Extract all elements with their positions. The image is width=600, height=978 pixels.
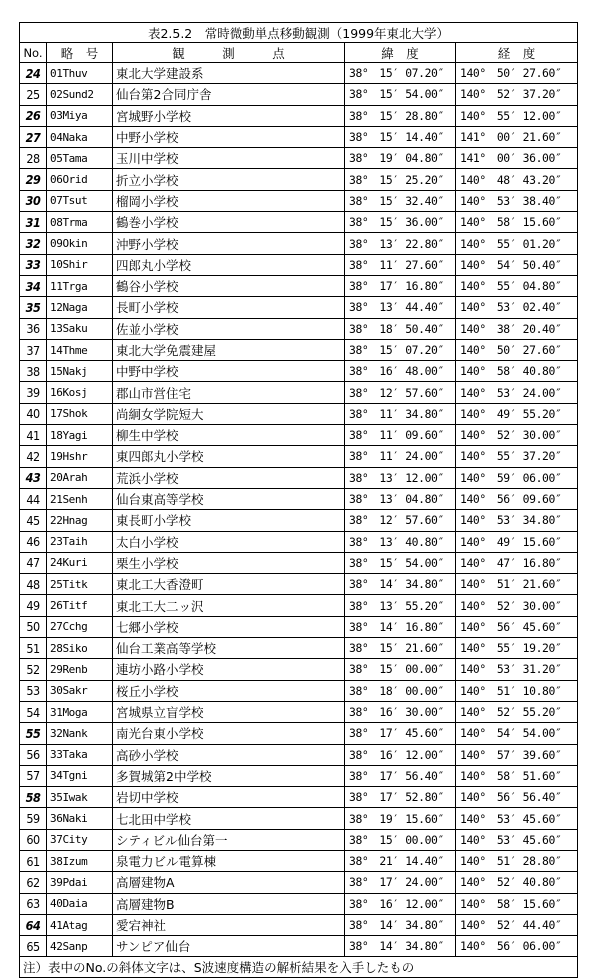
row-name: 七北田中学校: [113, 808, 345, 829]
row-no: 55: [20, 723, 47, 744]
row-no: 36: [20, 318, 47, 339]
row-name: 柳生中学校: [113, 425, 345, 446]
row-name: 鶴谷小学校: [113, 275, 345, 296]
row-no: 48: [20, 574, 47, 595]
row-latitude: 38° 15′ 07.20″: [345, 63, 456, 84]
row-name: 郡山市営住宅: [113, 382, 345, 403]
row-no: 39: [20, 382, 47, 403]
row-name: 高層建物A: [113, 872, 345, 893]
row-latitude: 38° 12′ 57.60″: [345, 382, 456, 403]
row-longitude: 141° 00′ 21.60″: [456, 126, 578, 147]
row-latitude: 38° 13′ 04.80″: [345, 488, 456, 509]
row-longitude: 140° 49′ 15.60″: [456, 531, 578, 552]
table-row: [20, 765, 578, 786]
row-no: 43: [20, 467, 47, 488]
row-code: 41Atag: [47, 914, 113, 935]
row-code: 09Okin: [47, 233, 113, 254]
table-row: [20, 701, 578, 722]
row-no: 62: [20, 872, 47, 893]
row-no: 40: [20, 403, 47, 424]
table-row: [20, 893, 578, 914]
row-no: 65: [20, 936, 47, 957]
row-code: 04Naka: [47, 126, 113, 147]
row-longitude: 140° 54′ 50.40″: [456, 254, 578, 275]
row-code: 18Yagi: [47, 425, 113, 446]
row-code: 40Daia: [47, 893, 113, 914]
row-latitude: 38° 15′ 28.80″: [345, 105, 456, 126]
table-row: [20, 105, 578, 126]
row-code: 17Shok: [47, 403, 113, 424]
table-row: [20, 808, 578, 829]
header-no: No.: [20, 43, 47, 63]
table-row: [20, 361, 578, 382]
row-name: 七郷小学校: [113, 616, 345, 637]
row-no: 52: [20, 659, 47, 680]
row-no: 42: [20, 446, 47, 467]
row-name: 桜丘小学校: [113, 680, 345, 701]
row-longitude: 140° 55′ 04.80″: [456, 275, 578, 296]
row-no: 53: [20, 680, 47, 701]
row-no: 33: [20, 254, 47, 275]
row-code: 22Hnag: [47, 510, 113, 531]
table-row: [20, 425, 578, 446]
row-name: 太白小学校: [113, 531, 345, 552]
row-name: 仙台東高等学校: [113, 488, 345, 509]
header-lon: 経 度: [456, 43, 578, 63]
row-code: 01Thuv: [47, 63, 113, 84]
row-no: 32: [20, 233, 47, 254]
table-row: [20, 850, 578, 871]
row-no: 63: [20, 893, 47, 914]
row-code: 39Pdai: [47, 872, 113, 893]
row-no: 44: [20, 488, 47, 509]
row-no: 58: [20, 787, 47, 808]
row-longitude: 140° 53′ 38.40″: [456, 190, 578, 211]
row-code: 29Renb: [47, 659, 113, 680]
table-note: 注）表中のNo.の斜体文字は、S波速度構造の解析結果を入手したもの: [20, 957, 578, 978]
header-row: [20, 43, 578, 63]
table-row: [20, 829, 578, 850]
row-longitude: 140° 52′ 40.80″: [456, 872, 578, 893]
table-row: [20, 212, 578, 233]
row-latitude: 38° 16′ 30.00″: [345, 701, 456, 722]
row-code: 37City: [47, 829, 113, 850]
table-row: [20, 382, 578, 403]
row-code: 26Titf: [47, 595, 113, 616]
row-name: 栗生小学校: [113, 552, 345, 573]
row-longitude: 140° 53′ 02.40″: [456, 297, 578, 318]
row-longitude: 140° 51′ 28.80″: [456, 850, 578, 871]
row-latitude: 38° 15′ 14.40″: [345, 126, 456, 147]
row-code: 38Izum: [47, 850, 113, 871]
header-code: 略 号: [47, 43, 113, 63]
row-name: 中野小学校: [113, 126, 345, 147]
row-latitude: 38° 13′ 22.80″: [345, 233, 456, 254]
table-row: [20, 84, 578, 105]
row-code: 02Sund2: [47, 84, 113, 105]
row-no: 51: [20, 638, 47, 659]
row-latitude: 38° 15′ 25.20″: [345, 169, 456, 190]
row-no: 24: [20, 63, 47, 84]
row-latitude: 38° 14′ 34.80″: [345, 574, 456, 595]
table-row: [20, 872, 578, 893]
row-code: 16Kosj: [47, 382, 113, 403]
row-name: 佐並小学校: [113, 318, 345, 339]
row-latitude: 38° 17′ 56.40″: [345, 765, 456, 786]
row-longitude: 140° 56′ 09.60″: [456, 488, 578, 509]
row-no: 34: [20, 275, 47, 296]
row-code: 32Nank: [47, 723, 113, 744]
row-latitude: 38° 17′ 16.80″: [345, 275, 456, 296]
row-no: 25: [20, 84, 47, 105]
row-code: 12Naga: [47, 297, 113, 318]
row-latitude: 38° 11′ 09.60″: [345, 425, 456, 446]
header-name: 観 測 点: [113, 43, 345, 63]
row-code: 21Senh: [47, 488, 113, 509]
row-code: 13Saku: [47, 318, 113, 339]
row-no: 56: [20, 744, 47, 765]
row-longitude: 140° 56′ 56.40″: [456, 787, 578, 808]
table-row: [20, 936, 578, 957]
row-no: 47: [20, 552, 47, 573]
table-row: [20, 254, 578, 275]
row-name: 東長町小学校: [113, 510, 345, 531]
table-row: [20, 233, 578, 254]
row-code: 28Siko: [47, 638, 113, 659]
row-code: 33Taka: [47, 744, 113, 765]
table-row: [20, 318, 578, 339]
row-name: 長町小学校: [113, 297, 345, 318]
row-longitude: 140° 58′ 15.60″: [456, 212, 578, 233]
observation-table: [19, 22, 578, 978]
row-no: 35: [20, 297, 47, 318]
row-latitude: 38° 17′ 52.80″: [345, 787, 456, 808]
table-row: [20, 446, 578, 467]
table-row: [20, 126, 578, 147]
row-latitude: 38° 17′ 45.60″: [345, 723, 456, 744]
row-name: 折立小学校: [113, 169, 345, 190]
row-latitude: 38° 15′ 32.40″: [345, 190, 456, 211]
row-longitude: 140° 50′ 27.60″: [456, 339, 578, 360]
row-latitude: 38° 18′ 50.40″: [345, 318, 456, 339]
row-no: 29: [20, 169, 47, 190]
row-name: 多賀城第2中学校: [113, 765, 345, 786]
row-longitude: 140° 52′ 37.20″: [456, 84, 578, 105]
table-row: [20, 169, 578, 190]
row-longitude: 140° 53′ 45.60″: [456, 808, 578, 829]
row-longitude: 140° 52′ 30.00″: [456, 425, 578, 446]
row-latitude: 38° 21′ 14.40″: [345, 850, 456, 871]
row-code: 42Sanp: [47, 936, 113, 957]
table-row: [20, 723, 578, 744]
row-name: 東北工大二ッ沢: [113, 595, 345, 616]
row-latitude: 38° 13′ 55.20″: [345, 595, 456, 616]
row-code: 25Titk: [47, 574, 113, 595]
row-latitude: 38° 16′ 12.00″: [345, 893, 456, 914]
row-latitude: 38° 15′ 00.00″: [345, 659, 456, 680]
row-code: 11Trga: [47, 275, 113, 296]
row-latitude: 38° 19′ 15.60″: [345, 808, 456, 829]
table-title: 表2.5.2 常時微動単点移動観測（1999年東北大学）: [20, 23, 578, 43]
table-row: [20, 787, 578, 808]
row-name: 仙台工業高等学校: [113, 638, 345, 659]
row-code: 24Kuri: [47, 552, 113, 573]
observation-table-sheet: [19, 22, 577, 978]
row-name: 高砂小学校: [113, 744, 345, 765]
table-row: [20, 616, 578, 637]
row-latitude: 38° 18′ 00.00″: [345, 680, 456, 701]
row-name: 玉川中学校: [113, 148, 345, 169]
row-longitude: 140° 50′ 27.60″: [456, 63, 578, 84]
row-no: 46: [20, 531, 47, 552]
row-name: 中野中学校: [113, 361, 345, 382]
row-longitude: 140° 51′ 10.80″: [456, 680, 578, 701]
table-row: [20, 531, 578, 552]
row-no: 57: [20, 765, 47, 786]
row-latitude: 38° 15′ 21.60″: [345, 638, 456, 659]
row-longitude: 140° 51′ 21.60″: [456, 574, 578, 595]
row-longitude: 140° 53′ 24.00″: [456, 382, 578, 403]
row-name: 東四郎丸小学校: [113, 446, 345, 467]
row-name: 愛宕神社: [113, 914, 345, 935]
row-no: 30: [20, 190, 47, 211]
row-longitude: 140° 53′ 34.80″: [456, 510, 578, 531]
row-no: 64: [20, 914, 47, 935]
table-row: [20, 297, 578, 318]
row-name: 四郎丸小学校: [113, 254, 345, 275]
row-code: 34Tgni: [47, 765, 113, 786]
row-code: 19Hshr: [47, 446, 113, 467]
row-name: 仙台第2合同庁舎: [113, 84, 345, 105]
row-longitude: 140° 58′ 51.60″: [456, 765, 578, 786]
table-row: [20, 190, 578, 211]
row-latitude: 38° 12′ 57.60″: [345, 510, 456, 531]
row-name: 東北工大香澄町: [113, 574, 345, 595]
table-row: [20, 552, 578, 573]
row-name: 鶴巻小学校: [113, 212, 345, 233]
row-latitude: 38° 14′ 16.80″: [345, 616, 456, 637]
row-longitude: 140° 58′ 40.80″: [456, 361, 578, 382]
table-row: [20, 339, 578, 360]
row-name: 連坊小路小学校: [113, 659, 345, 680]
row-code: 03Miya: [47, 105, 113, 126]
row-code: 35Iwak: [47, 787, 113, 808]
row-longitude: 140° 53′ 31.20″: [456, 659, 578, 680]
row-code: 36Naki: [47, 808, 113, 829]
row-longitude: 141° 00′ 36.00″: [456, 148, 578, 169]
row-name: 東北大学建設系: [113, 63, 345, 84]
row-no: 49: [20, 595, 47, 616]
row-longitude: 140° 56′ 06.00″: [456, 936, 578, 957]
table-row: [20, 574, 578, 595]
table-row: [20, 659, 578, 680]
row-longitude: 140° 53′ 45.60″: [456, 829, 578, 850]
row-latitude: 38° 13′ 12.00″: [345, 467, 456, 488]
row-latitude: 38° 14′ 34.80″: [345, 914, 456, 935]
row-name: サンピア仙台: [113, 936, 345, 957]
row-longitude: 140° 52′ 55.20″: [456, 701, 578, 722]
row-latitude: 38° 15′ 36.00″: [345, 212, 456, 233]
row-code: 07Tsut: [47, 190, 113, 211]
row-name: 岩切中学校: [113, 787, 345, 808]
table-row: [20, 148, 578, 169]
row-no: 31: [20, 212, 47, 233]
row-no: 50: [20, 616, 47, 637]
row-name: 泉電力ビル電算棟: [113, 850, 345, 871]
row-no: 59: [20, 808, 47, 829]
row-no: 54: [20, 701, 47, 722]
row-code: 30Sakr: [47, 680, 113, 701]
row-code: 15Nakj: [47, 361, 113, 382]
row-longitude: 140° 57′ 39.60″: [456, 744, 578, 765]
row-code: 06Orid: [47, 169, 113, 190]
table-row: [20, 488, 578, 509]
row-latitude: 38° 11′ 24.00″: [345, 446, 456, 467]
row-longitude: 140° 55′ 37.20″: [456, 446, 578, 467]
row-longitude: 140° 38′ 20.40″: [456, 318, 578, 339]
row-latitude: 38° 14′ 34.80″: [345, 936, 456, 957]
row-longitude: 140° 52′ 30.00″: [456, 595, 578, 616]
row-longitude: 140° 47′ 16.80″: [456, 552, 578, 573]
row-latitude: 38° 15′ 00.00″: [345, 829, 456, 850]
row-longitude: 140° 54′ 54.00″: [456, 723, 578, 744]
table-row: [20, 914, 578, 935]
row-code: 10Shir: [47, 254, 113, 275]
row-name: シティビル仙台第一: [113, 829, 345, 850]
row-latitude: 38° 15′ 54.00″: [345, 84, 456, 105]
header-lat: 緯 度: [345, 43, 456, 63]
row-longitude: 140° 56′ 45.60″: [456, 616, 578, 637]
row-latitude: 38° 13′ 44.40″: [345, 297, 456, 318]
row-longitude: 140° 48′ 43.20″: [456, 169, 578, 190]
row-longitude: 140° 52′ 44.40″: [456, 914, 578, 935]
row-code: 23Taih: [47, 531, 113, 552]
row-latitude: 38° 16′ 48.00″: [345, 361, 456, 382]
row-latitude: 38° 19′ 04.80″: [345, 148, 456, 169]
row-no: 38: [20, 361, 47, 382]
row-longitude: 140° 58′ 15.60″: [456, 893, 578, 914]
row-no: 26: [20, 105, 47, 126]
row-code: 05Tama: [47, 148, 113, 169]
row-name: 東北大学免震建屋: [113, 339, 345, 360]
table-row: [20, 744, 578, 765]
row-name: 榴岡小学校: [113, 190, 345, 211]
row-latitude: 38° 15′ 07.20″: [345, 339, 456, 360]
table-row: [20, 63, 578, 84]
row-latitude: 38° 11′ 27.60″: [345, 254, 456, 275]
row-no: 61: [20, 850, 47, 871]
row-latitude: 38° 11′ 34.80″: [345, 403, 456, 424]
table-body: [20, 63, 578, 957]
row-no: 60: [20, 829, 47, 850]
row-name: 尚絅女学院短大: [113, 403, 345, 424]
row-no: 28: [20, 148, 47, 169]
table-row: [20, 510, 578, 531]
row-no: 37: [20, 339, 47, 360]
row-name: 宮城野小学校: [113, 105, 345, 126]
row-latitude: 38° 15′ 54.00″: [345, 552, 456, 573]
table-row: [20, 403, 578, 424]
table-row: [20, 595, 578, 616]
row-code: 20Arah: [47, 467, 113, 488]
row-latitude: 38° 16′ 12.00″: [345, 744, 456, 765]
row-name: 高層建物B: [113, 893, 345, 914]
row-name: 荒浜小学校: [113, 467, 345, 488]
row-no: 41: [20, 425, 47, 446]
row-longitude: 140° 59′ 06.00″: [456, 467, 578, 488]
row-code: 14Thme: [47, 339, 113, 360]
row-code: 27Cchg: [47, 616, 113, 637]
row-longitude: 140° 49′ 55.20″: [456, 403, 578, 424]
row-no: 27: [20, 126, 47, 147]
row-longitude: 140° 55′ 19.20″: [456, 638, 578, 659]
table-row: [20, 680, 578, 701]
row-name: 宮城県立盲学校: [113, 701, 345, 722]
row-latitude: 38° 17′ 24.00″: [345, 872, 456, 893]
row-name: 南光台東小学校: [113, 723, 345, 744]
row-name: 沖野小学校: [113, 233, 345, 254]
row-no: 45: [20, 510, 47, 531]
row-code: 08Trma: [47, 212, 113, 233]
row-longitude: 140° 55′ 12.00″: [456, 105, 578, 126]
row-longitude: 140° 55′ 01.20″: [456, 233, 578, 254]
row-code: 31Moga: [47, 701, 113, 722]
row-latitude: 38° 13′ 40.80″: [345, 531, 456, 552]
table-row: [20, 467, 578, 488]
table-row: [20, 638, 578, 659]
table-row: [20, 275, 578, 296]
